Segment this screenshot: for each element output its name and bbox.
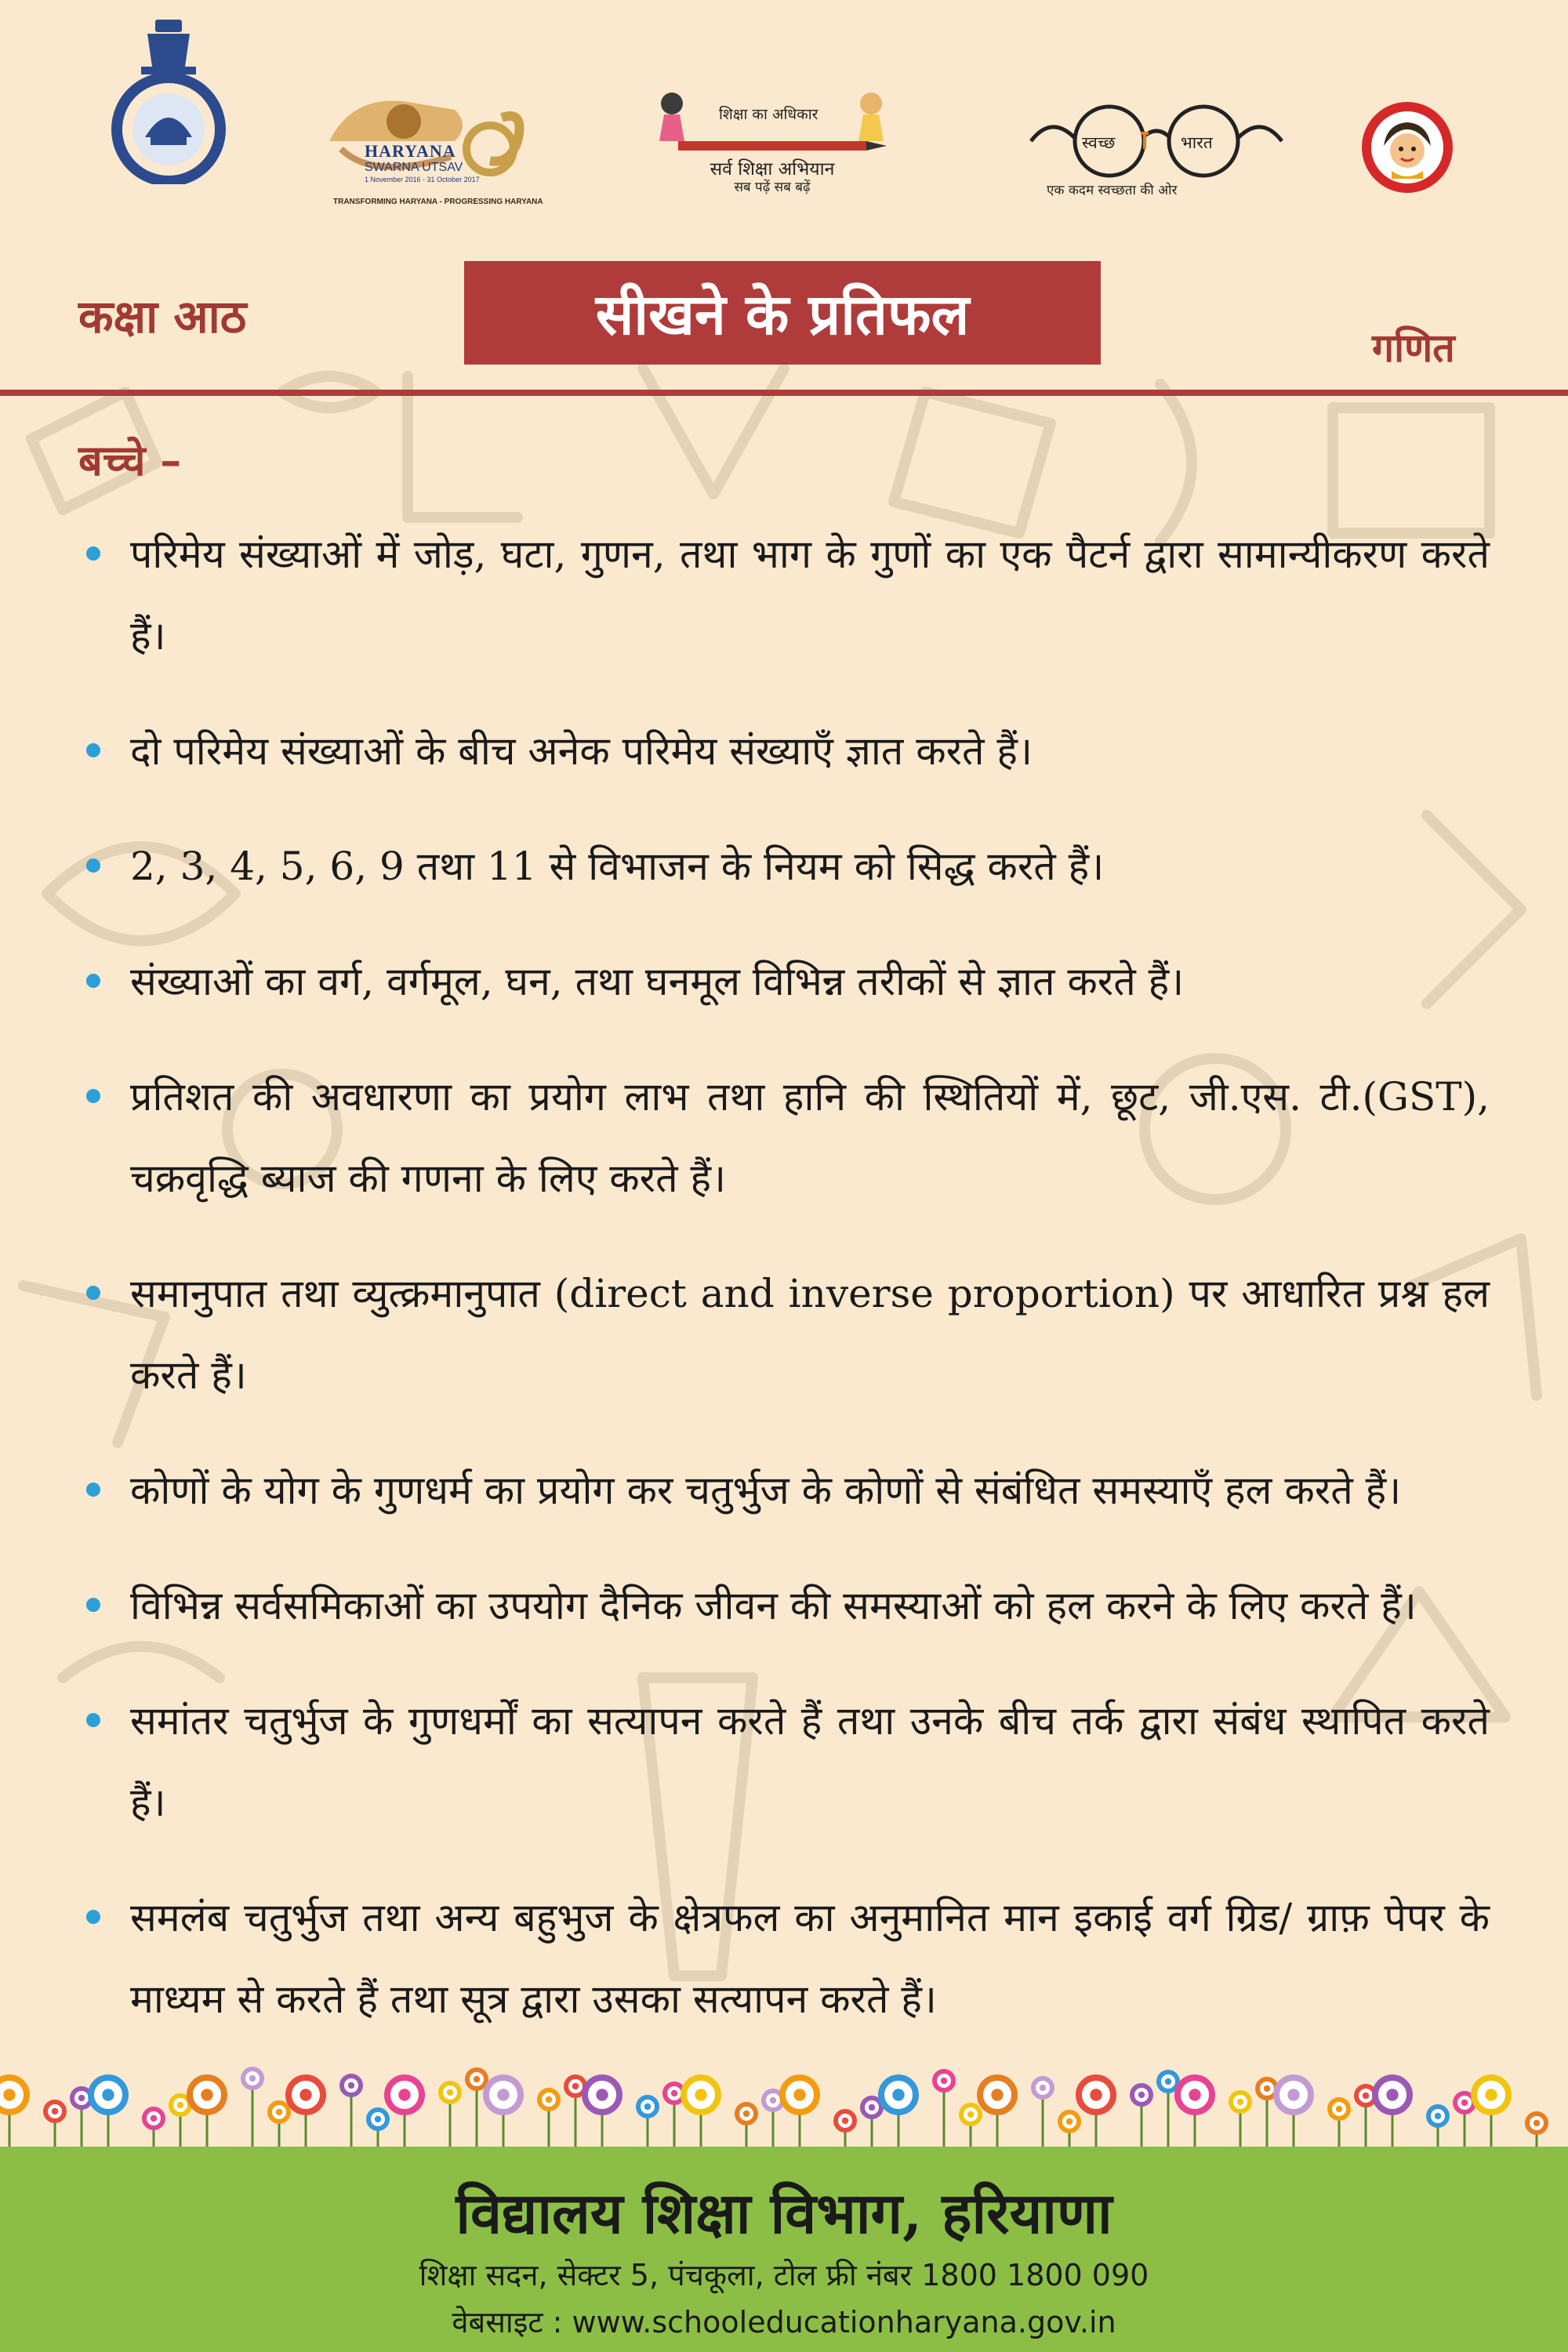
spectacles-icon	[1027, 102, 1286, 180]
ssa-top-text: शिक्षा का अधिकार	[719, 106, 818, 123]
bullet-icon	[86, 1483, 100, 1497]
title-banner	[464, 261, 1101, 365]
list-item	[86, 1680, 1490, 1843]
ssa-main-text: सर्व शिक्षा अभियान	[710, 159, 835, 180]
bullet-icon	[86, 858, 100, 873]
swarna-subtitle: SWARNA UTSAV	[365, 161, 463, 174]
outcome-text: दो परिमेय संख्याओं के बीच अनेक परिमेय संख्याएँ ज्ञात करते हैं।	[130, 728, 1033, 774]
department-name: विद्यालय शिक्षा विभाग, हरियाणा	[456, 2180, 1112, 2246]
haryana-swarna-utsav-logo	[321, 86, 557, 204]
bullet-icon	[86, 1713, 100, 1727]
outcome-text: समलंब चतुर्भुज तथा अन्य बहुभुज के क्षेत्रफल का अनुमानित मान इकाई वर्ग ग्रिड/ ग्राफ़ पेपर के माध्यम से करते हैं तथा सूत्र द्वारा उसका सत्यापन करते हैं।	[130, 1895, 1490, 2022]
beti-bachao-logo	[1360, 100, 1454, 194]
bullet-icon	[86, 1089, 100, 1103]
list-item	[86, 1056, 1490, 1219]
bullet-icon	[86, 743, 100, 757]
haryana-emblem-icon	[102, 20, 235, 184]
list-item	[86, 1877, 1490, 2040]
list-item	[86, 1565, 1490, 1646]
outcome-text: प्रतिशत की अवधारणा का प्रयोग लाभ तथा हानि की स्थितियों में, छूट, जी.एस. टी.(GST), चक्रवृद्धि ब्याज की गणना के लिए करते हैं।	[130, 1074, 1490, 1201]
intro-text: बच्चे –	[78, 435, 182, 485]
subject-label: गणित	[1372, 325, 1455, 371]
header-divider	[0, 390, 1568, 396]
outcome-text: समानुपात तथा व्युत्क्रमानुपात (direct and inverse proportion) पर आधारित प्रश्न हल करते हैं।	[130, 1271, 1490, 1398]
sarva-shiksha-abhiyan-logo	[647, 86, 898, 220]
bullet-icon	[86, 974, 100, 988]
swachh-bharat-logo	[1027, 102, 1286, 212]
girl-icon	[1360, 100, 1454, 194]
bullet-icon	[86, 546, 100, 561]
bullet-icon	[86, 1910, 100, 1924]
swachh-tagline: एक कदम स्वच्छता की ओर	[1047, 183, 1178, 198]
bullet-icon	[86, 1598, 100, 1612]
outcome-text: विभिन्न सर्वसमिकाओं का उपयोग दैनिक जीवन की समस्याओं को हल करने के लिए करते हैं।	[130, 1583, 1417, 1628]
list-item	[86, 1253, 1490, 1416]
outcome-text: समांतर चतुर्भुज के गुणधर्मों का सत्यापन करते हैं तथा उनके बीच तर्क द्वारा संबंध स्थापित करते हैं।	[130, 1698, 1490, 1825]
page-title: सीखने के प्रतिफल	[595, 281, 970, 347]
class-label: कक्षा आठ	[78, 290, 247, 343]
department-website: वेबसाइट : www.schooleducationharyana.gov.in	[452, 2305, 1116, 2339]
swarna-tagline: TRANSFORMING HARYANA - PROGRESSING HARYANA	[333, 198, 543, 206]
swarna-title: HARYANA	[365, 141, 456, 161]
ssa-tagline: सब पढ़ें सब बढ़ें	[734, 180, 811, 195]
department-address: शिक्षा सदन, सेक्टर 5, पंचकूला, टोल फ्री नंबर 1800 1800 090	[419, 2258, 1149, 2292]
list-item	[86, 1450, 1490, 1531]
swachh-right-word: भारत	[1181, 133, 1213, 152]
outcome-text: कोणों के योग के गुणधर्म का प्रयोग कर चतुर्भुज के कोणों से संबंधित समस्याएँ हल करते हैं।	[130, 1468, 1402, 1513]
flower-border	[0, 2038, 1568, 2156]
bullet-icon	[86, 1286, 100, 1300]
swachh-left-word: स्वच्छ	[1082, 133, 1116, 152]
outcome-text: संख्याओं का वर्ग, वर्गमूल, घन, तथा घनमूल विभिन्न तरीकों से ज्ञात करते हैं।	[130, 959, 1185, 1004]
list-item	[86, 514, 1490, 677]
haryana-emblem-logo	[102, 20, 235, 184]
learning-outcomes-list	[86, 514, 1490, 2074]
list-item	[86, 941, 1490, 1022]
list-item	[86, 710, 1490, 792]
outcome-text: परिमेय संख्याओं में जोड़, घटा, गुणन, तथा भाग के गुणों का एक पैटर्न द्वारा सामान्यीकरण करते हैं।	[130, 532, 1490, 659]
swarna-dates: 1 November 2016 - 31 October 2017	[365, 176, 480, 183]
outcome-text: 2, 3, 4, 5, 6, 9 तथा 11 से विभाजन के नियम को सिद्ध करते हैं।	[130, 844, 1105, 889]
list-item	[86, 826, 1490, 907]
